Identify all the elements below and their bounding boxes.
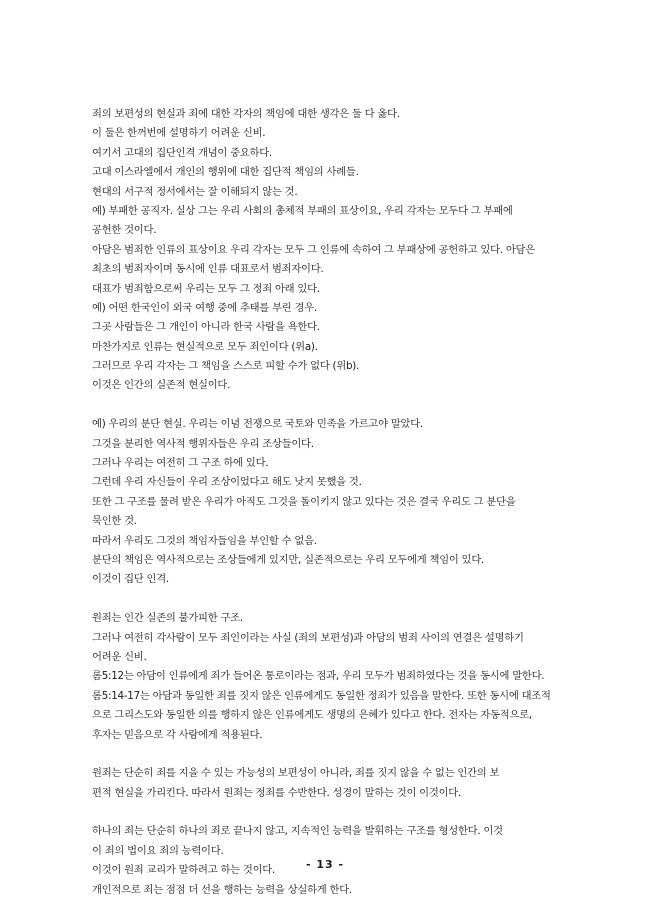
text-line: 따라서 우리도 그것의 책임자들임을 부인할 수 없음. bbox=[92, 534, 317, 547]
text-line: 마찬가지로 인류는 현실적으로 모두 죄인이다 (위a). bbox=[92, 340, 318, 353]
text-line: 롬5:12는 아담이 인류에게 죄가 들어온 통로이라는 점과, 우리 모두가 범죄하였다는 것을 동시에 말한다. bbox=[92, 670, 545, 683]
text-line: 현대의 서구적 정서에서는 잘 이해되지 않는 것. bbox=[92, 185, 298, 198]
text-line: 최초의 범죄자이며 동시에 인류 대표로서 범죄자이다. bbox=[92, 263, 324, 276]
text-line: 예) 어떤 한국인이 외국 여행 중에 추태를 부린 경우. bbox=[92, 301, 317, 314]
text-line: 아담은 범죄한 인류의 표상이요 우리 각자는 모두 그 인류에 속하여 그 부패상에 공헌하고 있다. 아담은 bbox=[92, 243, 535, 256]
document-body bbox=[92, 105, 570, 900]
text-line: 어려운 신비. bbox=[92, 650, 147, 663]
text-line: 으로 그리스도와 동일한 의를 행하지 않은 인류에게도 생명의 은혜가 있다고 한다. 전자는 자동적으로, bbox=[92, 709, 532, 722]
text-line: 원죄는 단순히 죄를 지을 수 있는 가능성의 보편성이 아니라, 죄를 짓지 않을 수 없는 인간의 보 bbox=[92, 767, 500, 780]
text-line: 예) 우리의 분단 현실. 우리는 이념 전쟁으로 국토와 민족을 가르고야 말았다. bbox=[92, 418, 423, 431]
text-line: 또한 그 구조를 물려 받은 우리가 아직도 그것을 돌이키지 않고 있다는 것은 결국 우리도 그 분단을 bbox=[92, 495, 516, 508]
text-line: 대표가 범죄함으로써 우리는 모두 그 정죄 아래 있다. bbox=[92, 282, 320, 295]
text-line: 롬5:14-17는 아담과 동일한 죄를 짓지 않은 인류에게도 동일한 정죄가 있음을 말한다. 또한 동시에 대조적 bbox=[92, 689, 551, 702]
paragraph-gap bbox=[92, 396, 570, 415]
text-line: 여기서 고대의 집단인격 개념이 중요하다. bbox=[92, 146, 272, 159]
text-line: 그러므로 우리 각자는 그 책임을 스스로 피할 수가 없다 (위b). bbox=[92, 360, 360, 373]
page-number: - 13 - bbox=[305, 858, 345, 871]
text-line: 이 죄의 법이요 죄의 능력이다. bbox=[92, 844, 224, 857]
text-line: 하나의 죄는 단순히 하나의 죄로 끝나지 않고, 지속적인 능력을 발휘하는 구조를 형성한다. 이것 bbox=[92, 825, 503, 838]
paragraph-gap bbox=[92, 745, 570, 764]
text-line: 그것을 분리한 역사적 행위자들은 우리 조상들이다. bbox=[92, 437, 314, 450]
text-line: 묵인한 것. bbox=[92, 515, 137, 528]
text-line: 그곳 사람들은 그 개인이 아니라 한국 사람을 욕한다. bbox=[92, 321, 320, 334]
text-line: 이것이 집단 인격. bbox=[92, 573, 169, 586]
text-line: 그러나 우리는 여전히 그 구조 하에 있다. bbox=[92, 457, 269, 470]
text-line: 이것이 원죄 교리가 말하려고 하는 것이다. bbox=[92, 864, 275, 877]
text-line: 그런데 우리 자신들이 우리 조상이었다고 해도 낫지 못했을 것. bbox=[92, 476, 362, 489]
text-line: 원죄는 인간 실존의 불가피한 구조. bbox=[92, 612, 243, 625]
text-line: 그러나 여전히 각사람이 모두 죄인이라는 사실 (죄의 보편성)과 아담의 범죄 사이의 연결은 설명하기 bbox=[92, 631, 524, 644]
text-line: 후자는 믿음으로 각 사람에게 적용된다. bbox=[92, 728, 263, 741]
paragraph-gap bbox=[92, 803, 570, 822]
text-line: 이 둘은 한꺼번에 설명하기 어려운 신비. bbox=[92, 127, 266, 140]
text-line: 개인적으로 죄는 점점 더 선을 행하는 능력을 상실하게 한다. bbox=[92, 883, 352, 896]
text-line: 분단의 책임은 역사적으로는 조상들에게 있지만, 실존적으로는 우리 모두에게 책임이 있다. bbox=[92, 553, 485, 566]
text-line: 예) 부패한 공직자. 실상 그는 우리 사회의 총체적 부패의 표상이요, 우리 각자는 모두다 그 부패에 bbox=[92, 204, 513, 217]
text-line: 공헌한 것이다. bbox=[92, 224, 157, 237]
text-line: 고대 이스라엘에서 개인의 행위에 대한 집단적 책임의 사례들. bbox=[92, 166, 359, 179]
text-line: 이것은 인간의 실존적 현실이다. bbox=[92, 379, 231, 392]
text-line: 편적 현실을 가리킨다. 따라서 원죄는 정죄를 수반한다. 성경이 말하는 것이 이것이다. bbox=[92, 786, 461, 799]
text-line: 죄의 보편성의 현실과 죄에 대한 각자의 책임에 대한 생각은 둘 다 옳다. bbox=[92, 108, 400, 120]
paragraph-gap bbox=[92, 590, 570, 609]
